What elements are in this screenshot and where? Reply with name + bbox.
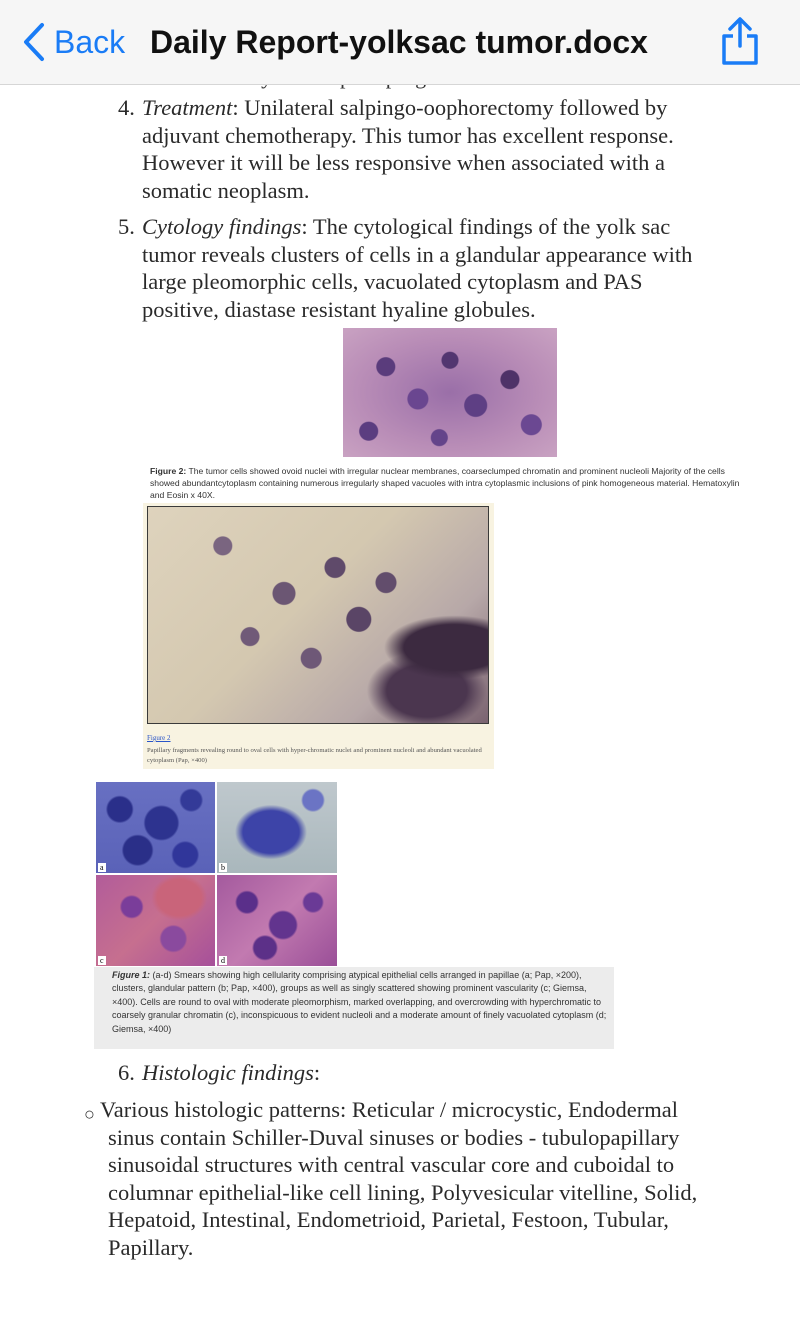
- bullet-histologic-patterns: [100, 1096, 730, 1261]
- figure-1-caption-box: [94, 967, 614, 1049]
- papillary-figure-panel: [143, 503, 494, 769]
- navigation-bar: [0, 0, 800, 85]
- figure-2-link[interactable]: Figure 2: [147, 734, 171, 742]
- hollow-bullet-icon: ○: [84, 1104, 95, 1124]
- item-heading: Treatment: [142, 95, 233, 120]
- share-icon: [718, 16, 762, 66]
- list-number: 5.: [118, 214, 135, 239]
- figure-2-label: Figure 2:: [150, 466, 187, 476]
- micrograph-papillary-image: [147, 506, 489, 724]
- panel-label: a: [100, 863, 104, 872]
- item-heading: Cytology findings: [142, 214, 302, 239]
- back-button[interactable]: [22, 20, 125, 64]
- micrograph-top-image: [343, 328, 557, 457]
- panel-b-image: [217, 782, 337, 873]
- papillary-caption: Papillary fragments revealing round to oval cells with hyper-chromatic nuclei and prominent nucleoli and abundant vacuolated cytoplasm (Pap, ×400): [147, 747, 482, 764]
- share-button[interactable]: [718, 16, 762, 66]
- figure-2-text: The tumor cells showed ovoid nuclei with irregular nuclear membranes, coarseclumped chromatin and prominent nucleoli Majority of the cells showed abundantcytoplasm containing numerous irregularly shaped vacuoles with intra cytoplasmic inclusions of pink homogeneous material. Hematoxylin and Eosin x 40X.: [150, 466, 740, 501]
- figure-1-caption: [112, 969, 608, 1036]
- figure-1-grid: [96, 782, 337, 966]
- panel-a-image: [96, 782, 215, 873]
- item-heading: Histologic findings: [142, 1060, 314, 1085]
- list-number: 4.: [118, 95, 135, 120]
- panel-label: d: [221, 956, 225, 965]
- back-label: Back: [54, 23, 126, 60]
- panel-label: c: [100, 956, 104, 965]
- list-item-treatment: [118, 94, 718, 204]
- list-number: 6.: [118, 1060, 135, 1085]
- figure-1-text: (a-d) Smears showing high cellularity comprising atypical epithelial cells arranged in papillae (a; Pap, ×200), clusters, glandular pattern (b; Pap, ×400), groups as well as singly scattered showing prominent vascularity (c; Giemsa, ×400). Cells are round to oval with moderate pleomorphism, marked overlapping, and overcrowding with hyperchromatic to coarsely granular chromatin (c), inconspicuous to evident nucleoli and a moderate amount of finely vacuolated cytoplasm (d; Giemsa, ×400): [112, 970, 607, 1034]
- panel-d-image: [217, 875, 337, 966]
- figure-1-label: Figure 1:: [112, 970, 151, 980]
- figure-2-caption: [150, 465, 740, 502]
- list-item-histologic: [118, 1059, 718, 1087]
- list-item-cytology: [118, 213, 718, 323]
- item-text: : The cytological findings of the yolk sac tumor reveals clusters of cells in a glandular appearance with large pleomorphic cells, vacuolated cytoplasm and PAS positive, diastase resistant hyaline globules.: [142, 214, 693, 322]
- item-text: : Unilateral salpingo-oophorectomy followed by adjuvant chemotherapy. This tumor has excellent response. However it will be less responsive when associated with a somatic neoplasm.: [142, 95, 674, 203]
- bullet-line-first: Various histologic patterns: Reticular / microcystic, Endodermal: [100, 1097, 678, 1122]
- bullet-line-rest: sinus contain Schiller-Duval sinuses or bodies - tubulopapillary sinusoidal structures with central vascular core and cuboidal to columnar epithelial-like cell lining, Polyvesicular vitelline, Solid, Hepatoid, Intestinal, Endometrioid, Parietal, Festoon, Tubular, Papillary.: [108, 1124, 698, 1260]
- panel-label: b: [221, 863, 225, 872]
- chevron-left-icon: [22, 22, 46, 62]
- item-text: :: [313, 1060, 321, 1085]
- panel-c-image: [96, 875, 215, 966]
- document-title: Daily Report-yolksac tumor.docx: [150, 24, 648, 60]
